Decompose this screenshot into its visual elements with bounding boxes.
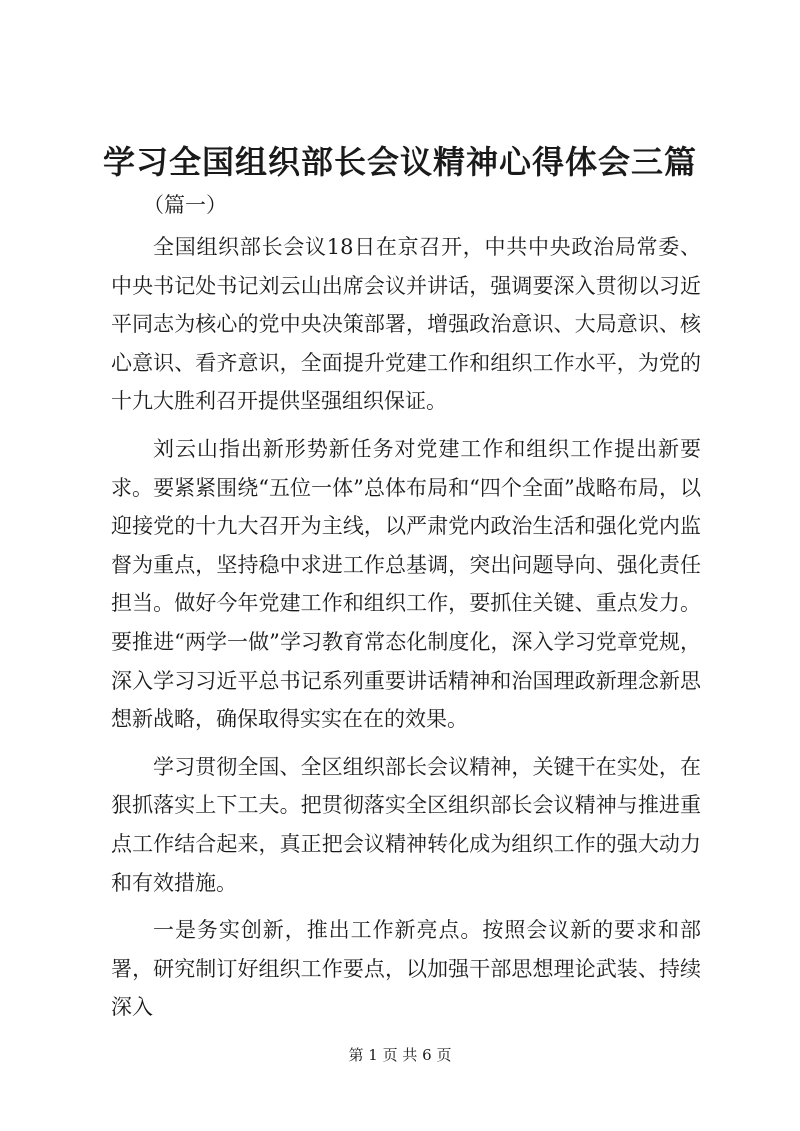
paragraph-2: 刘云山指出新形势新任务对党建工作和组织工作提出新要求。要紧紧围绕“五位一体”总体布局和“四个全面”战略布局，以迎接党的十九大召开为主线，以严肃党内政治生活和强化党内监督为重点，坚持稳中求进工作总基调，突出问题导向、强化责任担当。做好今年党建工作和组织工作，要抓住关键、重点发力。要推进“两学一做”学习教育常态化制度化，深入学习党章党规，深入学习习近平总书记系列重要讲话精神和治国理政新理念新思想新战略，确保取得实实在在的效果。 xyxy=(111,436,701,732)
paragraph-3: 学习贯彻全国、全区组织部长会议精神，关键干在实处，在狠抓落实上下工夫。把贯彻落实全区组织部长会议精神与推进重点工作结合起来，真正把会议精神转化成为组织工作的强大动力和有效措施。 xyxy=(111,754,701,895)
paragraph-1: 全国组织部长会议18日在京召开，中共中央政治局常委、中央书记处书记刘云山出席会议并讲话，强调要深入贯彻以习近平同志为核心的党中央决策部署，增强政治意识、大局意识、核心意识、看齐意识，全面提升党建工作和组织工作水平，为党的十九大胜利召开提供坚强组织保证。 xyxy=(111,235,701,414)
document-body xyxy=(111,228,701,1027)
document-title: 学习全国组织部长会议精神心得体会三篇 xyxy=(102,143,697,181)
page-number-footer: 第 1 页 共 6 页 xyxy=(348,1046,452,1064)
section-label: （篇一） xyxy=(143,193,227,217)
paragraph-4: 一是务实创新，推出工作新亮点。按照会议新的要求和部署，研究制订好组织工作要点，以加强干部思想理论武装、持续深入 xyxy=(111,918,701,1020)
